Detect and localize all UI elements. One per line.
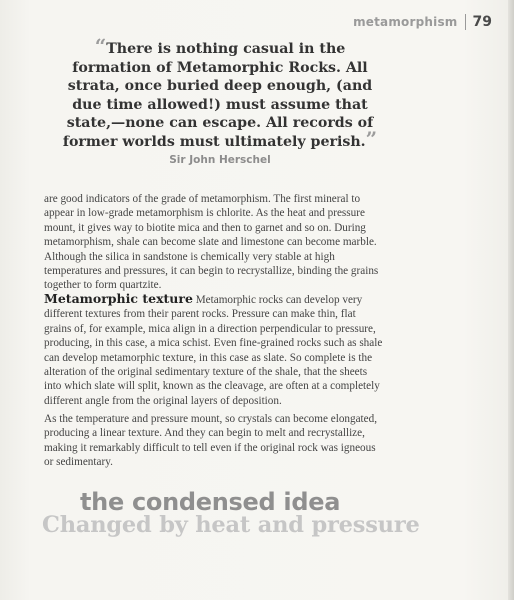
body-paragraph-2 [44, 292, 384, 408]
paragraph-text: Metamorphic rocks can develop very different textures from their parent rocks. Pressure can make thin, flat grains of, for example, mica align in a direction perpendicular to pressure, producing, in this case, a mica schist. Even fine-grained rocks such as shale can develop metamorphic texture, in this case as slate. So complete is the alteration of the original sedimentary texture of the shale, that the sheets into which slate will split, known as the cleavage, are often at a completely different angle from the original layers of deposition. [44, 294, 383, 407]
subheading: Metamorphic texture [44, 291, 193, 306]
page-spine-shadow [508, 0, 514, 600]
page-number: 79 [472, 14, 492, 30]
open-quote-mark: “ [94, 34, 107, 58]
body-paragraph-3 [44, 412, 384, 470]
body-paragraph-1 [44, 192, 384, 293]
condensed-idea-label: the condensed idea [80, 488, 341, 516]
header-divider [465, 14, 466, 30]
quote-text: There is nothing casual in the formation of Metamorphic Rocks. All strata, once buried deep enough, (and due time allowed!) must assume that state,—none can escape. All records of former worlds must ultimately perish. [62, 41, 374, 150]
pull-quote [60, 34, 380, 151]
section-title: metamorphism [353, 15, 458, 29]
quote-attribution: Sir John Herschel [169, 154, 271, 166]
paragraph-text: As the temperature and pressure mount, so crystals can become elongated, producing a linear texture. And they can begin to melt and recrystallize, making it remarkably difficult to tell even if the original rock was igneous or sedimentary. [44, 413, 378, 469]
condensed-idea-text: Changed by heat and pressure [42, 512, 420, 538]
paragraph-text: are good indicators of the grade of metamorphism. The first mineral to appear in low-grade metamorphism is chlorite. As the heat and pressure mount, it gives way to biotite mica and then to garnet and so on. During metamorphism, shale can become slate and limestone can become marble. Although the silica in sandstone is chemically very stable at high temperatures and pressures, it can begin to recrystallize, binding the grains together to form quartzite. [44, 193, 379, 292]
running-header [353, 14, 492, 30]
close-quote-mark: ” [365, 126, 378, 151]
